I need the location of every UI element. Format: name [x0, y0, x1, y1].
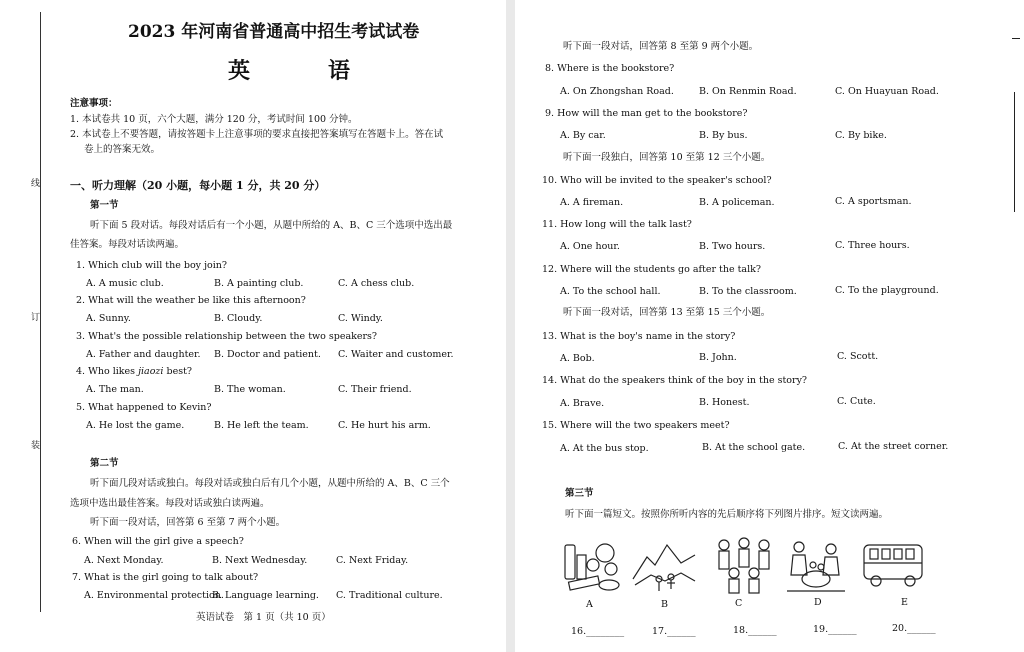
option-14c: C. Cute.	[837, 396, 876, 407]
dialog-lead-8-9: 听下面一段对话，回答第 8 至第 9 两个小题。	[563, 41, 759, 52]
next-page-edge	[1010, 0, 1024, 652]
answer-blank-16[interactable]: 16.________	[571, 626, 625, 637]
option-10c: C. A sportsman.	[835, 196, 912, 207]
option-5a: A. He lost the game.	[86, 420, 185, 431]
section-2-lead: 听下面一段对话，回答第 6 至第 7 两个小题。	[90, 517, 286, 528]
section-2-instructions: 听下面几段对话或独白。每段对话或独白后有几个小题，从题中所给的 A、B、C 三个	[90, 478, 450, 489]
option-15a: A. At the bus stop.	[560, 443, 649, 454]
option-10a: A. A fireman.	[560, 197, 624, 208]
option-1a: A. A music club.	[86, 278, 164, 289]
question-9: 9. How will the man get to the bookstore?	[545, 108, 748, 119]
question-11: 11. How long will the talk last?	[542, 219, 692, 230]
option-2b: B. Cloudy.	[214, 313, 263, 324]
option-7c: C. Traditional culture.	[336, 590, 443, 601]
option-6b: B. Next Wednesday.	[212, 555, 308, 566]
monologue-lead-10-12: 听下面一段独白，回答第 10 至第 12 三个小题。	[563, 152, 771, 163]
picture-label-a: A	[586, 599, 593, 610]
option-15c: C. At the street corner.	[838, 441, 949, 452]
picture-label-e: E	[901, 597, 908, 608]
option-14a: A. Brave.	[560, 398, 605, 409]
option-11b: B. Two hours.	[699, 241, 766, 252]
question-10: 10. Who will be invited to the speaker's school?	[542, 175, 772, 186]
option-11a: A. One hour.	[560, 241, 620, 252]
option-6c: C. Next Friday.	[336, 555, 409, 566]
answer-blank-17[interactable]: 17.______	[652, 626, 696, 637]
option-1c: C. A chess club.	[338, 278, 415, 289]
picture-label-d: D	[814, 597, 822, 608]
question-1: 1. Which club will the boy join?	[76, 260, 227, 271]
subject-title: 英 语	[228, 58, 379, 84]
option-4c: C. Their friend.	[338, 384, 412, 395]
notice-1: 1. 本试卷共 10 页，六个大题，满分 120 分，考试时间 100 分钟。	[70, 114, 358, 125]
option-1b: B. A painting club.	[214, 278, 304, 289]
edge-mark	[1012, 38, 1020, 39]
dialog-lead-13-15: 听下面一段对话，回答第 13 至第 15 三个小题。	[563, 307, 771, 318]
group-picture-icon	[712, 535, 778, 595]
question-2: 2. What will the weather be like this afternoon?	[76, 295, 306, 306]
option-2c: C. Windy.	[338, 313, 383, 324]
option-9c: C. By bike.	[835, 130, 887, 141]
notice-heading: 注意事项：	[70, 98, 118, 109]
food-picture-icon	[559, 535, 625, 595]
question-4-post: best?	[163, 366, 192, 377]
notice-2: 2. 本试卷上不要答题，请按答题卡上注意事项的要求直接把答案填写在答题卡上。答在试	[70, 129, 444, 140]
option-9a: A. By car.	[560, 130, 606, 141]
option-12a: A. To the school hall.	[560, 286, 661, 297]
question-7: 7. What is the girl going to talk about?	[72, 572, 259, 583]
binding-mark-1: 线	[29, 178, 39, 187]
part-1-heading: 一、听力理解（20 小题，每小题 1 分，共 20 分）	[70, 179, 326, 192]
picture-label-b: B	[661, 599, 668, 610]
option-3c: C. Waiter and customer.	[338, 349, 454, 360]
edge-line	[1014, 92, 1015, 212]
option-4a: A. The man.	[86, 384, 144, 395]
option-9b: B. By bus.	[699, 130, 748, 141]
question-15: 15. Where will the two speakers meet?	[542, 420, 730, 431]
option-8c: C. On Huayuan Road.	[835, 86, 939, 97]
question-4-pre: 4. Who likes	[76, 366, 139, 377]
mountain-picture-icon	[631, 535, 697, 595]
option-5c: C. He hurt his arm.	[338, 420, 431, 431]
option-2a: A. Sunny.	[86, 313, 131, 324]
section-3-heading: 第三节	[565, 488, 594, 499]
notice-2-cont: 卷上的答案无效。	[84, 144, 161, 155]
question-14: 14. What do the speakers think of the boy in the story?	[542, 375, 808, 386]
option-3a: A. Father and daughter.	[86, 349, 201, 360]
exam-page-1	[0, 0, 506, 652]
option-7a: A. Environmental protection.	[84, 590, 224, 601]
bus-picture-icon	[860, 535, 926, 595]
option-7b: B. Language learning.	[212, 590, 319, 601]
option-8b: B. On Renmin Road.	[699, 86, 797, 97]
question-12: 12. Where will the students go after the talk?	[542, 264, 761, 275]
picture-label-c: C	[735, 598, 743, 609]
option-5b: B. He left the team.	[214, 420, 309, 431]
option-11c: C. Three hours.	[835, 240, 910, 251]
option-12b: B. To the classroom.	[699, 286, 797, 297]
option-4b: B. The woman.	[214, 384, 286, 395]
question-13: 13. What is the boy's name in the story?	[542, 331, 736, 342]
binding-mark-2: 订	[29, 312, 39, 321]
option-12c: C. To the playground.	[835, 285, 939, 296]
section-1-instructions: 听下面 5 段对话。每段对话后有一个小题，从题中所给的 A、B、C 三个选项中选出最	[90, 220, 453, 231]
option-6a: A. Next Monday.	[84, 555, 164, 566]
option-10b: B. A policeman.	[699, 197, 775, 208]
section-2-instructions-cont: 选项中选出最佳答案。每段对话或独白读两遍。	[70, 498, 270, 509]
option-15b: B. At the school gate.	[702, 442, 806, 453]
question-4	[76, 366, 192, 378]
question-3: 3. What's the possible relationship between the two speakers?	[76, 331, 378, 342]
binding-mark-3: 装	[29, 440, 39, 449]
option-13b: B. John.	[699, 352, 737, 363]
option-8a: A. On Zhongshan Road.	[560, 86, 674, 97]
question-5: 5. What happened to Kevin?	[76, 402, 212, 413]
answer-blank-19[interactable]: 19.______	[813, 624, 857, 635]
option-14b: B. Honest.	[699, 397, 750, 408]
exam-title: 2023 年河南省普通高中招生考试试卷	[128, 22, 420, 42]
section-1-heading: 第一节	[90, 200, 119, 211]
option-13a: A. Bob.	[560, 353, 595, 364]
section-1-instructions-cont: 佳答案。每段对话读两遍。	[70, 239, 185, 250]
question-4-italic: jiaozi	[138, 366, 164, 377]
answer-blank-18[interactable]: 18.______	[733, 625, 777, 636]
section-3-instructions: 听下面一篇短文。按照你所听内容的先后顺序将下列图片排序。短文读两遍。	[565, 509, 889, 520]
exam-page-2	[515, 0, 1010, 652]
question-8: 8. Where is the bookstore?	[545, 63, 675, 74]
question-6: 6. When will the girl give a speech?	[72, 536, 244, 547]
option-13c: C. Scott.	[837, 351, 879, 362]
page-footer: 英语试卷 第 1 页（共 10 页）	[196, 612, 331, 623]
picnic-picture-icon	[783, 535, 849, 595]
option-3b: B. Doctor and patient.	[214, 349, 321, 360]
answer-blank-20[interactable]: 20.______	[892, 623, 936, 634]
section-2-heading: 第二节	[90, 458, 119, 469]
